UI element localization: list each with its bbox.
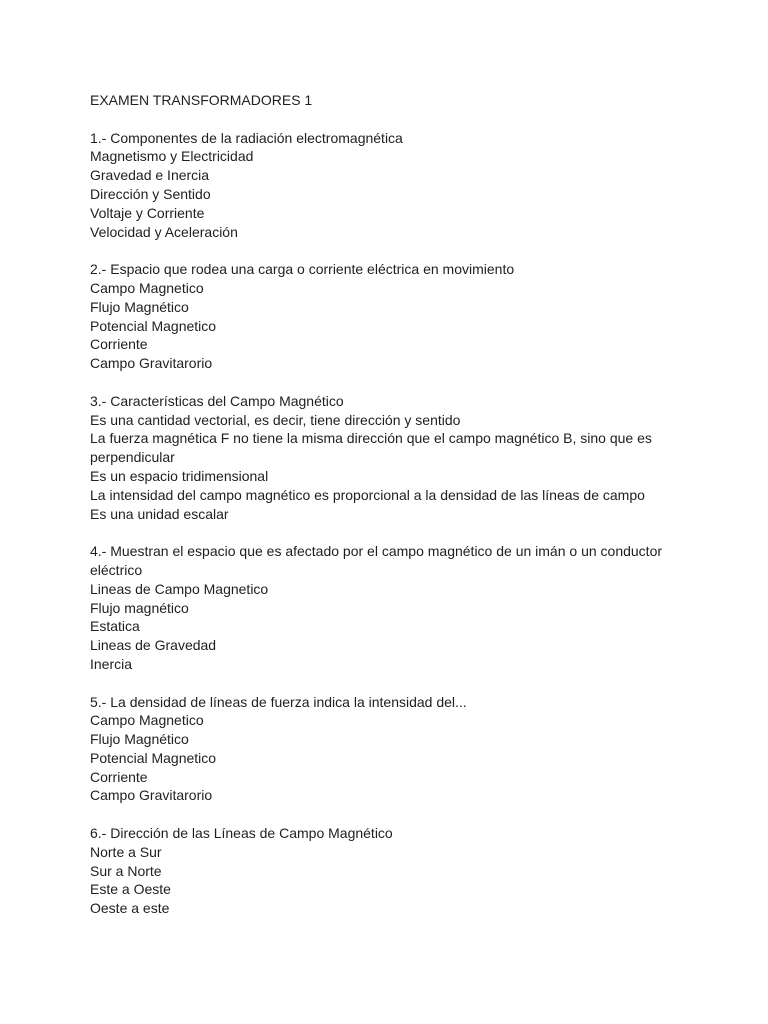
answer-option: Lineas de Gravedad [90, 637, 217, 654]
document-title: EXAMEN TRANSFORMADORES 1 [90, 92, 313, 108]
question-text: 6.- Dirección de las Líneas de Campo Magnético [90, 825, 393, 842]
answer-option: Dirección y Sentido [90, 185, 211, 202]
answer-option: Velocidad y Aceleración [90, 223, 238, 240]
answer-option: La intensidad del campo magnético es proporcional a la densidad de las líneas de campo [90, 486, 645, 503]
question-text: 2.- Espacio que rodea una carga o corriente eléctrica en movimiento [90, 261, 515, 278]
answer-option: Estatica [90, 618, 140, 635]
answer-option: Voltaje y Corriente [90, 204, 205, 221]
question-4 [90, 542, 690, 674]
answer-option: Norte a Sur [90, 843, 162, 860]
answer-option: Gravedad e Inercia [90, 167, 210, 184]
answer-option: Flujo magnético [90, 599, 189, 616]
answer-option: Campo Gravitarorio [90, 787, 213, 804]
answer-option: Es una unidad escalar [90, 505, 229, 522]
document-page [90, 91, 690, 937]
answer-option: La fuerza magnética F no tiene la misma dirección que el campo magnético B, sino que es perpendicular [90, 430, 652, 466]
answer-option: Corriente [90, 768, 148, 785]
answer-option: Potencial Magnetico [90, 749, 217, 766]
answer-option: Es un espacio tridimensional [90, 467, 269, 484]
answer-option: Flujo Magnético [90, 298, 189, 315]
answer-option: Sur a Norte [90, 862, 162, 879]
answer-option: Corriente [90, 336, 148, 353]
question-text: 5.- La densidad de líneas de fuerza indica la intensidad del... [90, 693, 467, 710]
question-2 [90, 260, 690, 373]
question-5 [90, 693, 690, 806]
answer-option: Campo Magnetico [90, 279, 204, 296]
answer-option: Magnetismo y Electricidad [90, 148, 254, 165]
answer-option: Es una cantidad vectorial, es decir, tiene dirección y sentido [90, 411, 461, 428]
question-6 [90, 824, 690, 918]
answer-option: Campo Gravitarorio [90, 355, 213, 372]
question-text: 3.- Características del Campo Magnético [90, 392, 344, 409]
question-1 [90, 129, 690, 242]
question-text: 4.- Muestran el espacio que es afectado por el campo magnético de un imán o un conductor eléctrico [90, 543, 663, 578]
answer-option: Lineas de Campo Magnetico [90, 580, 269, 597]
answer-option: Este a Oeste [90, 881, 171, 898]
answer-option: Campo Magnetico [90, 712, 204, 729]
answer-option: Flujo Magnético [90, 731, 189, 748]
answer-option: Oeste a este [90, 900, 170, 917]
question-text: 1.- Componentes de la radiación electromagnética [90, 129, 403, 146]
answer-option: Potencial Magnetico [90, 317, 217, 334]
answer-option: Inercia [90, 655, 133, 672]
question-3 [90, 392, 690, 524]
